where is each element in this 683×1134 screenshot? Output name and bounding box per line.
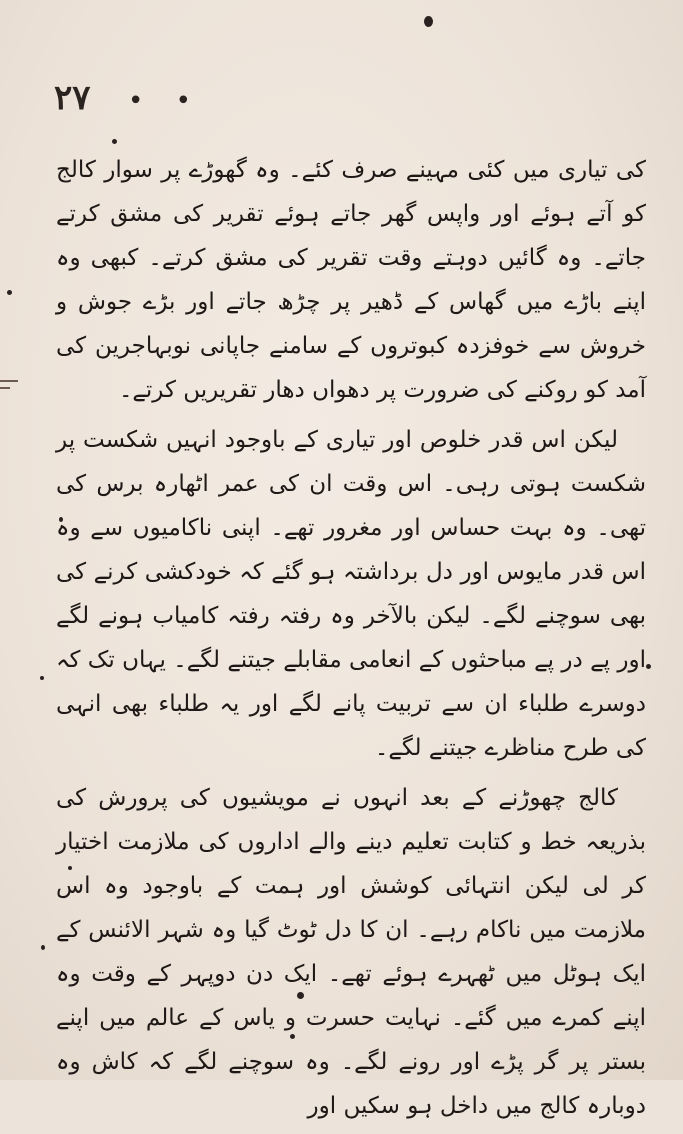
paragraph: لیکن اس قدر خلوص اور تیاری کے باوجود انہیں شکست پر شکست ہوتی رہی۔ اس وقت ان کی عمر اٹھارہ برس کی تھی۔ وہ بہت حساس اور مغرور تھے۔ اپنی ناکامیوں سے وہ اس قدر مایوس اور دل برداشتہ ہو گئے کہ خودکشی کرنے کی بھی سوچنے لگے۔ لیکن بالآخر وہ رفتہ رفتہ کامیاب ہونے لگے اور پے در پے مباحثوں کے انعامی مقابلے جیتنے لگے۔ یہاں تک کہ دوسرے طلباء ان سے تربیت پانے لگے اور یہ طلباء بھی انہی کی طرح مناظرے جیتنے لگے۔: [56, 427, 646, 761]
paragraph: کالج چھوڑنے کے بعد انہوں نے مویشیوں کی پرورش کی بذریعہ خط و کتابت تعلیم دینے والے اداروں کی ملازمت اختیار کر لی لیکن انتہائی کوشش اور ہمت کے باوجود وہ اس ملازمت میں ناکام رہے۔ ان کا دل ٹوٹ گیا وہ شہر الائنس کے ایک ہوٹل میں ٹھہرے ہوئے تھے۔ ایک دن دوپہر کے وقت وہ اپنے کمرے میں گئے۔ نہایت حسرت و یاس کے عالم میں اپنے بستر پر گر پڑے اور رونے لگے۔ وہ سوچنے لگے کہ کاش وہ دوبارہ کالج میں داخل ہو سکیں اور: [56, 785, 646, 1119]
ink-dot: [41, 945, 45, 950]
edge-mark: [0, 380, 18, 382]
paragraph: کی تیاری میں کئی مہینے صرف کئے۔ وہ گھوڑے پر سوار کالج کو آتے ہوئے اور واپس گھر جاتے ہوئے تقریر کی مشق کرتے جاتے۔ وہ گائیں دوہتے وقت تقریر کی مشق کرتے۔ کبھی وہ اپنے باڑے میں گھاس کے ڈھیر پر چڑھ جاتے اور بڑے جوش و خروش سے خوفزدہ کبوتروں کے سامنے جاپانی نوبہاجرین کی آمد کو روکنے کی ضرورت پر دھواں دھار تقریریں کرتے۔: [56, 157, 646, 403]
ink-dot: [646, 664, 651, 669]
page-number: ۲۷: [54, 78, 91, 118]
page-number-marks: • •: [128, 86, 203, 116]
body-text: [56, 148, 646, 1134]
ink-dot: [40, 676, 44, 680]
ink-dot: [424, 16, 433, 27]
ink-dot: [7, 290, 12, 295]
ink-dot: [112, 139, 117, 144]
edge-mark: [0, 387, 10, 389]
